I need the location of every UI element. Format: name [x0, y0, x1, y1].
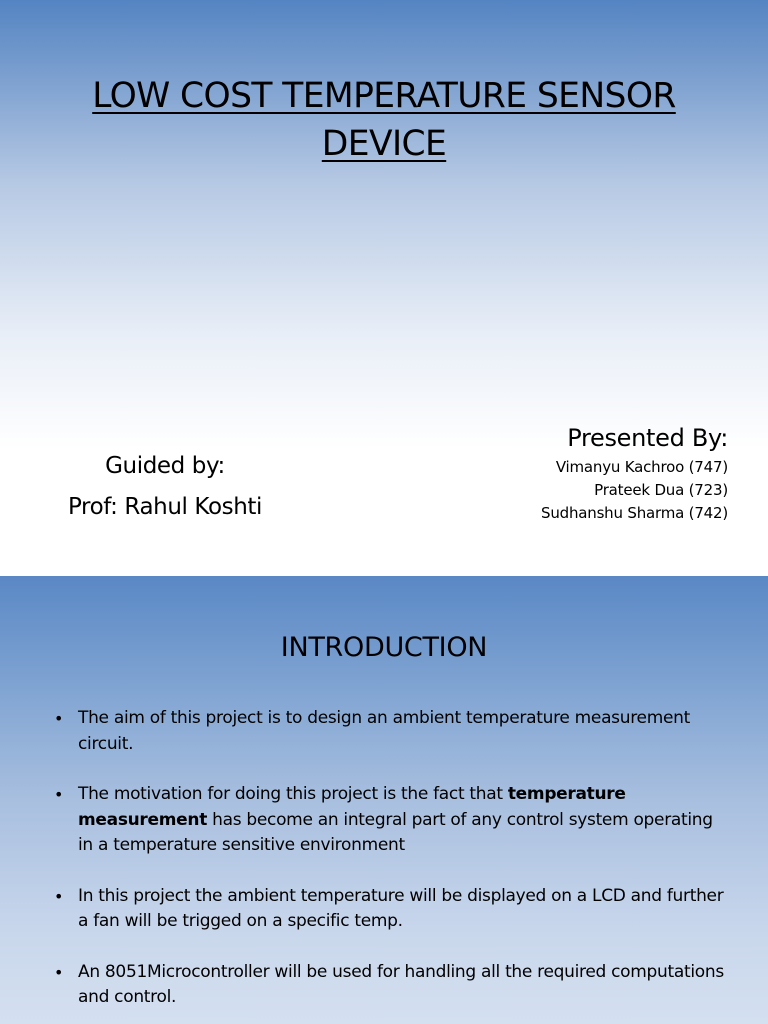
presenter-name: Sudhanshu Sharma (742): [541, 504, 728, 522]
presenter-name: Vimanyu Kachroo (747): [555, 458, 728, 476]
bullet-icon: •: [54, 785, 64, 804]
bullet-text-start: The motivation for doing this project is the fact that: [78, 784, 508, 804]
bullet-list: [50, 706, 730, 1024]
bullet-text-bold: temperature measurement: [78, 784, 626, 830]
bullet-item: [50, 960, 730, 1011]
presenter-name: Prateek Dua (723): [594, 481, 728, 499]
presented-by-block: [368, 420, 728, 525]
introduction-slide: [0, 576, 768, 1024]
bullet-text: In this project the ambient temperature will be displayed on a LCD and further a fan will be trigged on a specific temp.: [78, 885, 724, 931]
bullet-text: An 8051Microcontroller will be used for handling all the required computations and control.: [78, 961, 724, 1007]
bullet-item: [50, 782, 730, 859]
section-heading: INTRODUCTION: [280, 632, 488, 663]
bullet-text: The aim of this project is to design an ambient temperature measurement circuit.: [78, 708, 690, 754]
bullet-icon: •: [54, 962, 64, 982]
slide-title: LOW COST TEMPERATURE SENSOR DEVICE: [92, 76, 676, 164]
bullet-icon: •: [54, 886, 64, 906]
bullet-item: [50, 884, 730, 935]
guide-name: Prof: Rahul Koshti: [67, 494, 263, 520]
bullet-item: [50, 706, 730, 757]
presented-by-label: Presented By:: [567, 424, 728, 452]
guided-by-block: [30, 446, 300, 528]
bullet-text-end: has become an integral part of any control system operating in a temperature sensitive environment: [78, 809, 713, 855]
guided-by-label: Guided by:: [105, 453, 225, 479]
bullet-icon: •: [54, 709, 64, 728]
